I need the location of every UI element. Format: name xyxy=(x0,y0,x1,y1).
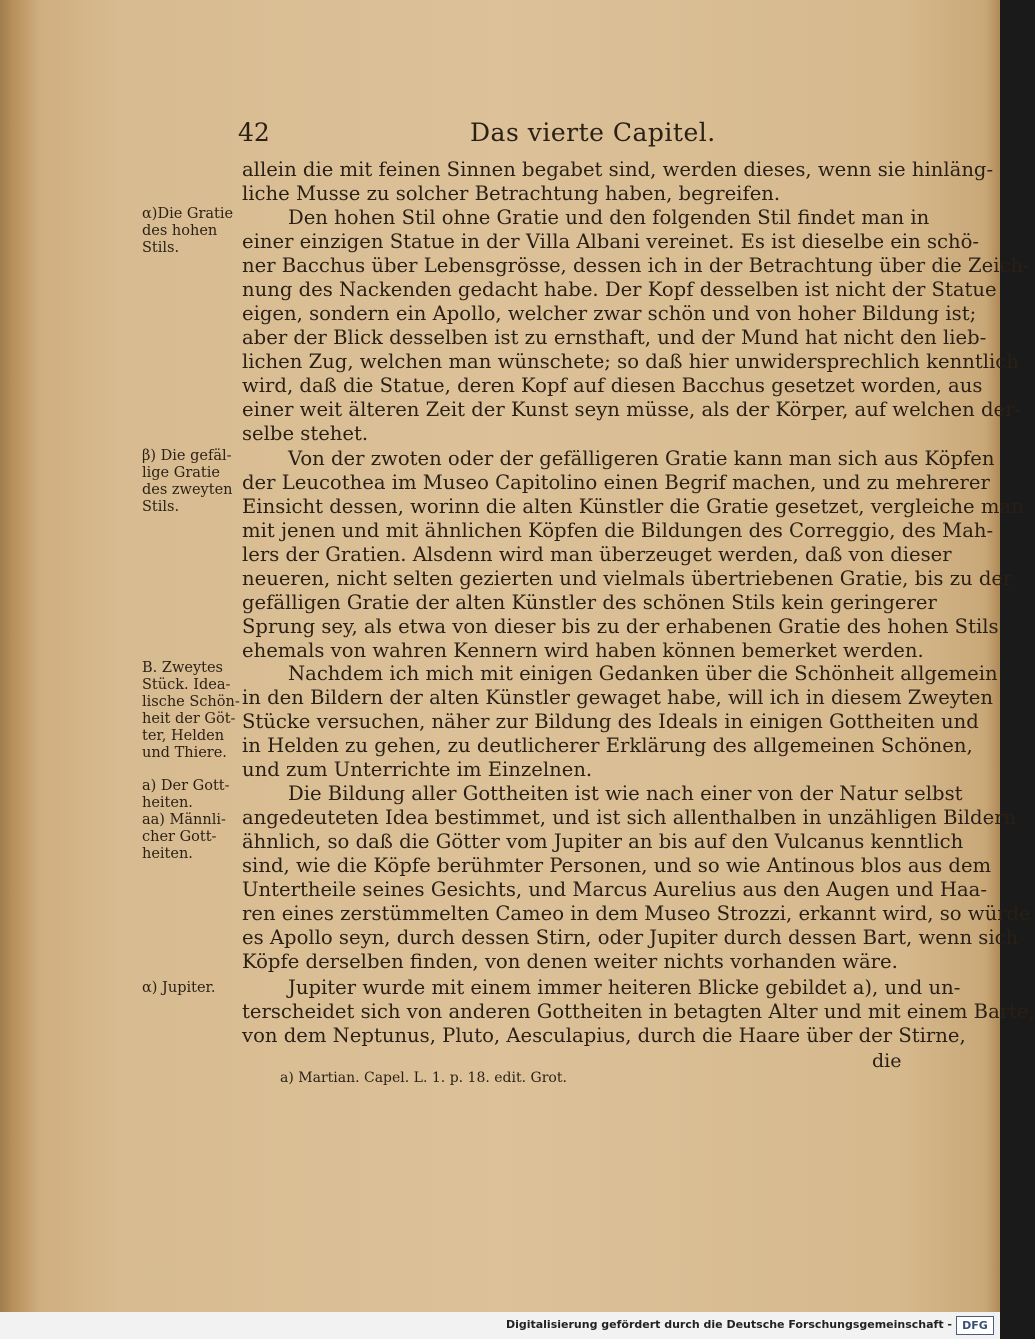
text-line: terscheidet sich von anderen Gottheiten in betagten Alter und mit einem Barte, xyxy=(242,1000,1035,1023)
margin-note: Stils. xyxy=(142,240,180,256)
running-title: Das vierte Capitel. xyxy=(470,118,716,147)
catchword: die xyxy=(872,1050,902,1072)
text-line: von dem Neptunus, Pluto, Aesculapius, durch die Haare über der Stirne, xyxy=(242,1024,966,1047)
text-line: lichen Zug, welchen man wünschete; so daß hier unwidersprechlich kenntlich xyxy=(242,350,1019,373)
text-line: gefälligen Gratie der alten Künstler des schönen Stils kein geringerer xyxy=(242,591,937,614)
dfg-logo: DFG xyxy=(956,1316,994,1335)
margin-note: α)Die Gratie xyxy=(142,206,234,222)
text-line: ähnlich, so daß die Götter vom Jupiter an bis auf den Vulcanus kenntlich xyxy=(242,830,964,853)
text-line: Untertheile seines Gesichts, und Marcus Aurelius aus den Augen und Haa- xyxy=(242,878,987,901)
margin-note: B. Zweytes xyxy=(142,660,223,676)
margin-note: heiten. xyxy=(142,795,193,811)
margin-note: Stils. xyxy=(142,499,180,515)
margin-note: heit der Göt- xyxy=(142,711,236,727)
text-line: Von der zwoten oder der gefälligeren Gratie kann man sich aus Köpfen xyxy=(288,447,995,470)
text-line: einer weit älteren Zeit der Kunst seyn müsse, als der Körper, auf welchen der- xyxy=(242,398,1022,421)
margin-note: des zweyten xyxy=(142,482,233,498)
text-line: der Leucothea im Museo Capitolino einen Begrif machen, und zu mehrerer xyxy=(242,471,990,494)
margin-note: a) Der Gott- xyxy=(142,778,230,794)
text-line: selbe stehet. xyxy=(242,422,369,445)
text-line: mit jenen und mit ähnlichen Köpfen die Bildungen des Correggio, des Mah- xyxy=(242,519,994,542)
margin-note: des hohen xyxy=(142,223,218,239)
text-line: ehemals von wahren Kennern wird haben können bemerket werden. xyxy=(242,639,924,662)
text-line: und zum Unterrichte im Einzelnen. xyxy=(242,758,593,781)
text-line: angedeuteten Idea bestimmet, und ist sich allenthalben in unzähligen Bildern xyxy=(242,806,1017,829)
text-line: ren eines zerstümmelten Cameo in dem Museo Strozzi, erkannt wird, so würde xyxy=(242,902,1031,925)
text-line: Stücke versuchen, näher zur Bildung des Ideals in einigen Gottheiten und xyxy=(242,710,979,733)
text-line: Den hohen Stil ohne Gratie und den folgenden Stil findet man in xyxy=(288,206,930,229)
margin-note: α) Jupiter. xyxy=(142,980,216,996)
margin-note: und Thiere. xyxy=(142,745,227,761)
margin-note: Stück. Idea- xyxy=(142,677,231,693)
margin-note: lige Gratie xyxy=(142,465,220,481)
text-line: in Helden zu gehen, zu deutlicherer Erklärung des allgemeinen Schönen, xyxy=(242,734,973,757)
text-line: Die Bildung aller Gottheiten ist wie nach einer von der Natur selbst xyxy=(288,782,963,805)
text-line: liche Musse zu solcher Betrachtung haben, begreifen. xyxy=(242,182,781,205)
margin-note: heiten. xyxy=(142,846,193,862)
margin-note: ter, Helden xyxy=(142,728,225,744)
margin-note: aa) Männli- xyxy=(142,812,226,828)
text-line: aber der Blick desselben ist zu ernsthaft, und der Mund hat nicht den lieb- xyxy=(242,326,987,349)
text-line: wird, daß die Statue, deren Kopf auf diesen Bacchus gesetzet worden, aus xyxy=(242,374,983,397)
text-line: allein die mit feinen Sinnen begabet sind, werden dieses, wenn sie hinläng- xyxy=(242,158,994,181)
text-line: Jupiter wurde mit einem immer heiteren Blicke gebildet a), und un- xyxy=(288,976,961,999)
footnote: a) Martian. Capel. L. 1. p. 18. edit. Grot. xyxy=(280,1070,567,1086)
margin-note: cher Gott- xyxy=(142,829,217,845)
text-line: nung des Nackenden gedacht habe. Der Kopf desselben ist nicht der Statue xyxy=(242,278,997,301)
margin-note: β) Die gefäl- xyxy=(142,448,232,464)
text-line: einer einzigen Statue in der Villa Albani vereinet. Es ist dieselbe ein schö- xyxy=(242,230,980,253)
text-line: neueren, nicht selten gezierten und vielmals übertriebenen Gratie, bis zu der xyxy=(242,567,1013,590)
text-line: es Apollo seyn, durch dessen Stirn, oder Jupiter durch dessen Bart, wenn sich xyxy=(242,926,1019,949)
text-line: Nachdem ich mich mit einigen Gedanken über die Schönheit allgemein xyxy=(288,662,998,685)
digitization-footer xyxy=(0,1312,1000,1339)
funding-credit: Digitalisierung gefördert durch die Deutsche Forschungsgemeinschaft - xyxy=(505,1318,952,1331)
page-number: 42 xyxy=(238,118,270,147)
text-line: ner Bacchus über Lebensgrösse, dessen ich in der Betrachtung über die Zeich- xyxy=(242,254,1030,277)
text-line: Einsicht dessen, worinn die alten Künstler die Gratie gesetzet, vergleiche man xyxy=(242,495,1024,518)
text-line: eigen, sondern ein Apollo, welcher zwar schön und von hoher Bildung ist; xyxy=(242,302,977,325)
text-line: lers der Gratien. Alsdenn wird man überzeuget werden, daß von dieser xyxy=(242,543,952,566)
margin-note: lische Schön- xyxy=(142,694,240,710)
text-line: Sprung sey, als etwa von dieser bis zu der erhabenen Gratie des hohen Stils xyxy=(242,615,999,638)
text-line: sind, wie die Köpfe berühmter Personen, und so wie Antinous blos aus dem xyxy=(242,854,992,877)
text-line: in den Bildern der alten Künstler gewaget habe, will ich in diesem Zweyten xyxy=(242,686,993,709)
text-line: Köpfe derselben finden, von denen weiter nichts vorhanden wäre. xyxy=(242,950,898,973)
page-header xyxy=(0,118,1000,152)
